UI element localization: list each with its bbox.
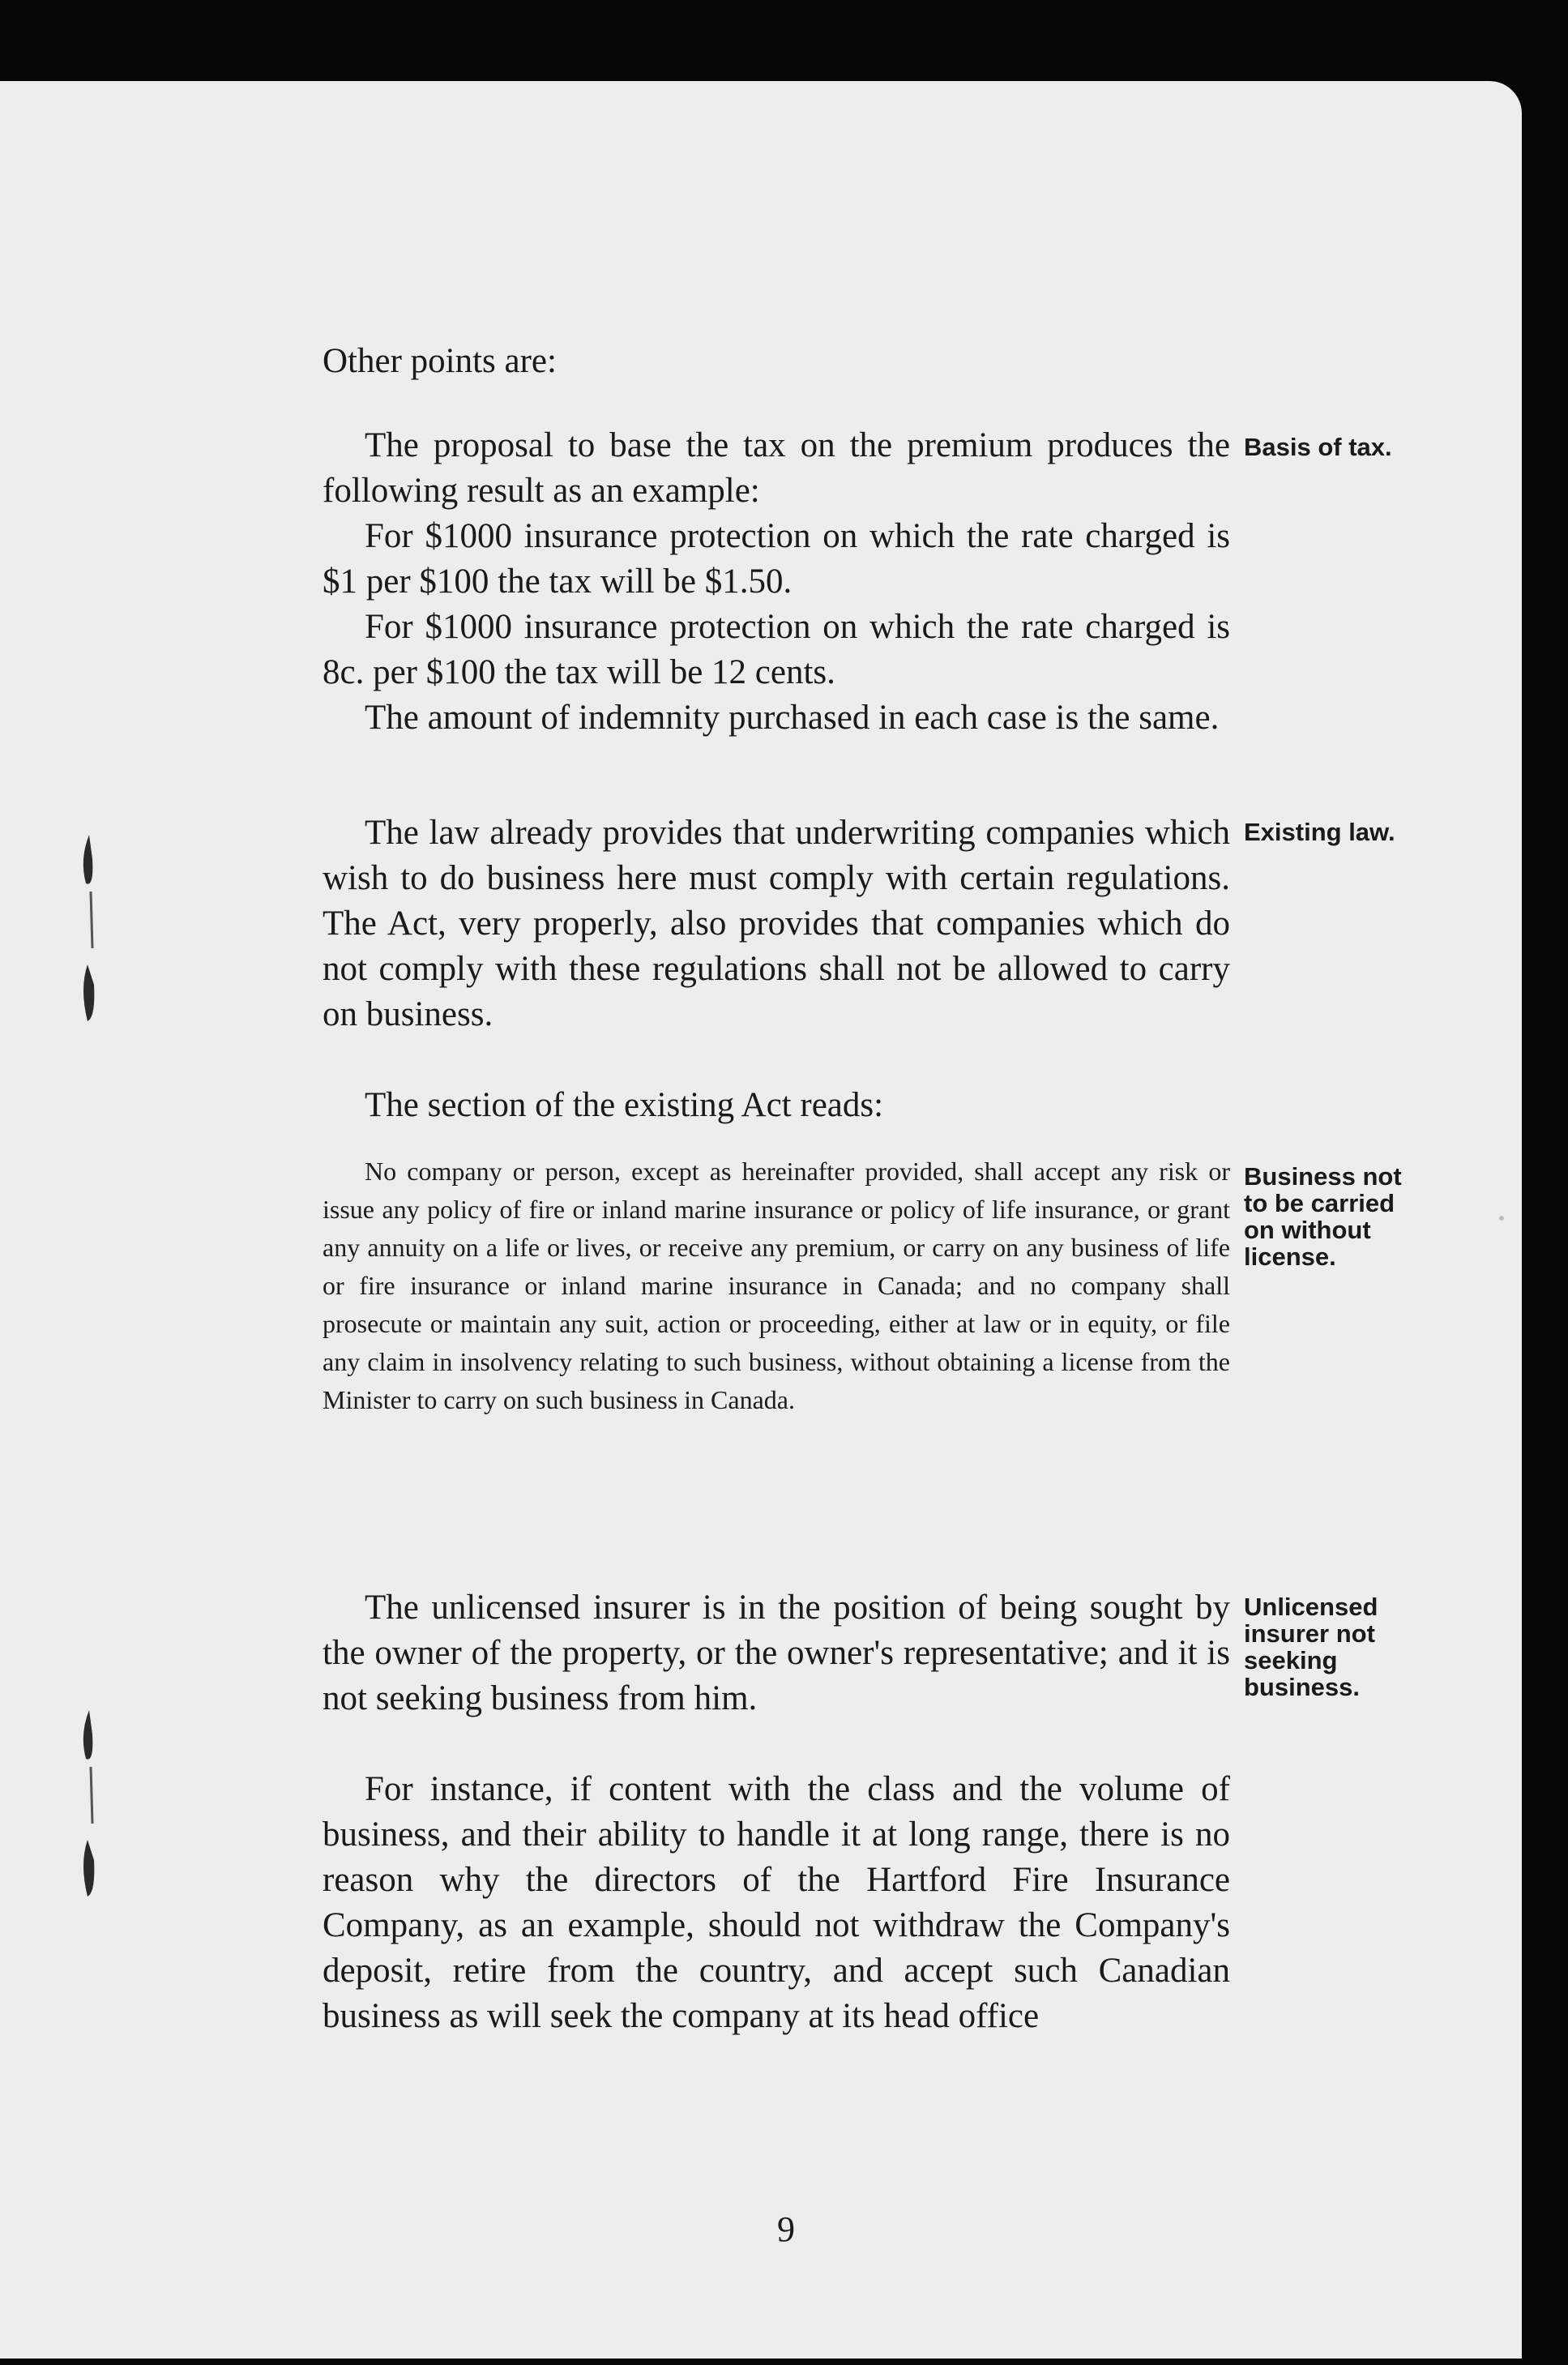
binding-hole-upper (71, 827, 112, 1037)
margin-note-basis: Basis of tax. (1244, 433, 1392, 461)
paragraph-basis-3: For $1000 insurance protection on which the rate charged is 8c. per $100 the tax will be 12 cents. (323, 608, 1230, 691)
paragraph-law-2: The section of the existing Act reads: (365, 1086, 884, 1124)
margin-note-unlicensed: Unlicensed insurer not seeking business. (1244, 1593, 1378, 1701)
paragraph-unlicensed-2: For instance, if content with the class and the volume of business, and their ability to handle it at long range, there is no reason why the directors of the Hartford Fire Insurance Company, as an example, should not withdraw the Company's deposit, retire from the country, and accept such Canadian business as will seek the company at its head office (323, 1770, 1230, 2035)
binding-hole-lower (71, 1702, 112, 1913)
paragraph-law-1: The law already provides that underwriting companies which wish to do business here must comply with certain regulations. The Act, very properly, also provides that companies which do not comply with these regulations shall not be allowed to carry on business. (323, 814, 1230, 1033)
paragraph-basis-1: The proposal to base the tax on the premium produces the following result as an example: (323, 426, 1230, 510)
paragraph-unlicensed-1: The unlicensed insurer is in the position of being sought by the owner of the property, or the owner's representative; and it is not seeking business from him. (323, 1589, 1230, 1717)
paragraph-basis-2: For $1000 insurance protection on which the rate charged is $1 per $100 the tax will be $1.50. (323, 517, 1230, 601)
document-page (0, 81, 1522, 2359)
margin-note-existing-law: Existing law. (1244, 818, 1395, 846)
paragraph-basis-4: The amount of indemnity purchased in each case is the same. (365, 699, 1220, 737)
paragraph-intro: Other points are: (323, 342, 557, 380)
margin-note-business-license: Business not to be carried on without license. (1244, 1162, 1402, 1271)
paper-speck (1499, 1216, 1504, 1221)
page-number: 9 (777, 2209, 795, 2249)
act-quote: No company or person, except as hereinafter provided, shall accept any risk or issue any policy of fire or inland marine insurance or policy of life insurance, or grant any annuity on a life or lives, or receive any premium, or carry on any business of life or fire insurance or inland marine insurance in Canada; and no company shall prosecute or maintain any suit, action or proceeding, either at law or in equity, or file any claim in insolvency relating to such business, without obtaining a license from the Minister to carry on such business in Canada. (323, 1157, 1230, 1414)
